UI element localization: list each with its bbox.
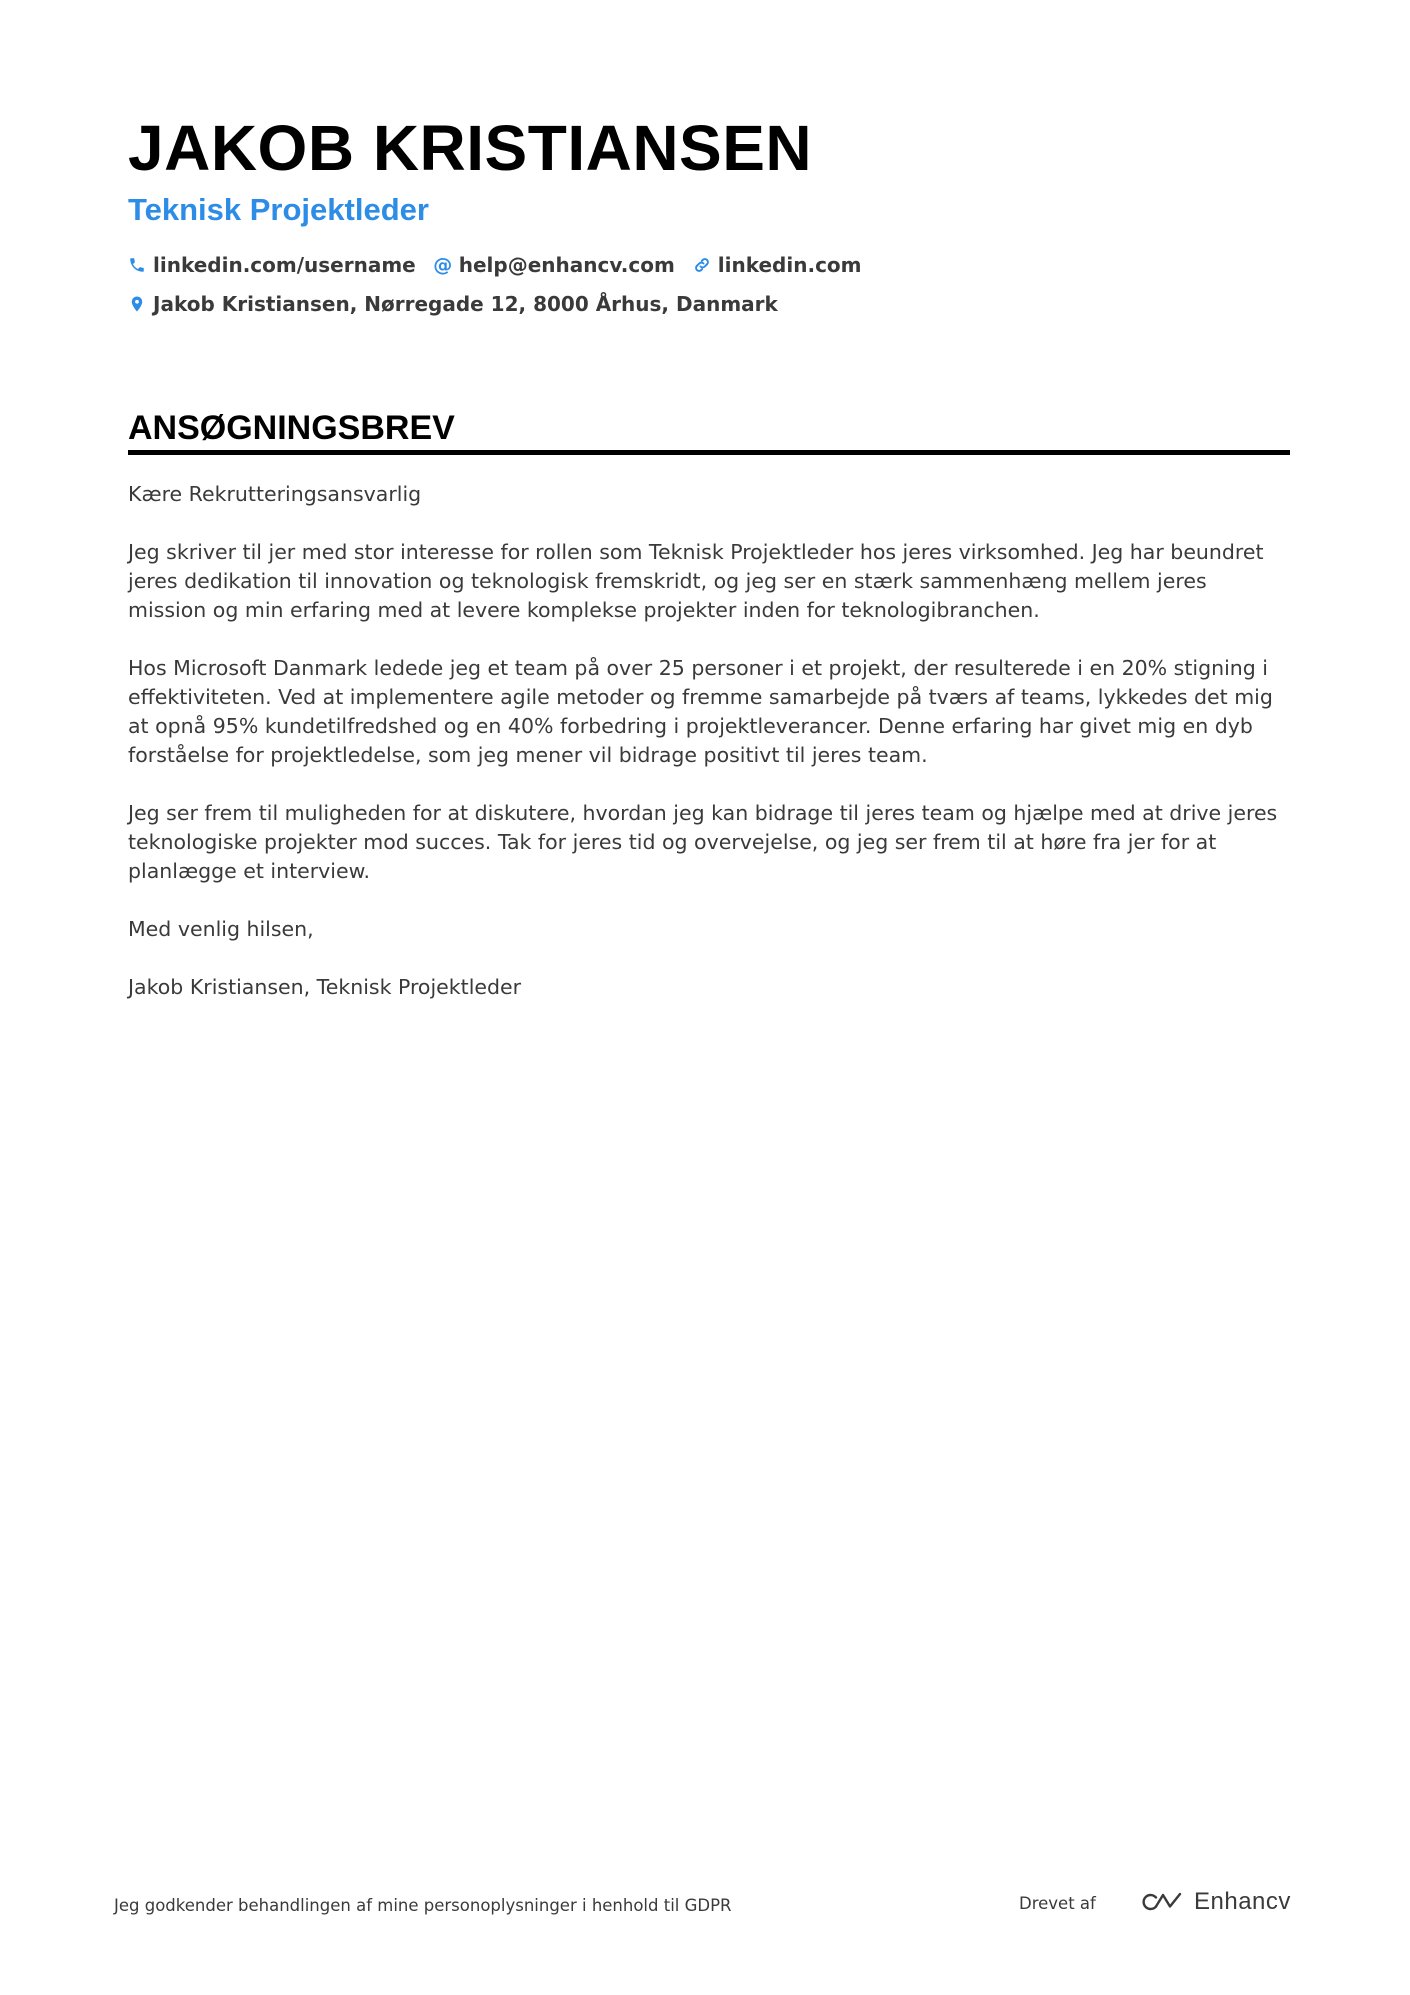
enhancv-logo-icon <box>1138 1890 1184 1914</box>
at-icon: @ <box>433 254 453 276</box>
link-icon <box>693 256 711 274</box>
letter-signature: Jakob Kristiansen, Teknisk Projektleder <box>128 975 522 999</box>
letter-paragraph: Hos Microsoft Danmark ledede jeg et team på over 25 personer i et projekt, der resulterede i en 20% stigning i effektiviteten. Ved at implementere agile metoder og fremme samarbejde på tværs af teams, lykkedes det mig at opnå 95% kundetilfredshed og en 40% forbedring i projektleverancer. Denne erfaring har givet mig en dyb forståelse for projektledelse, som jeg mener vil bidrage positivt til jeres team. <box>128 656 1273 767</box>
powered-by-label: Drevet af <box>1019 1894 1096 1913</box>
location-pin-icon <box>128 295 146 313</box>
applicant-title: Teknisk Projektleder <box>128 192 429 227</box>
section-divider <box>128 450 1290 455</box>
brand-name: Enhancv <box>1194 1888 1291 1915</box>
brand[interactable] <box>1138 1888 1291 1916</box>
section-title: ANSØGNINGSBREV <box>128 409 455 447</box>
letter-closing: Med venlig hilsen, <box>128 917 314 941</box>
contact-address <box>128 292 778 316</box>
phone-icon <box>128 256 146 274</box>
contact-address-text: Jakob Kristiansen, Nørregade 12, 8000 Århus, Danmark <box>153 292 778 316</box>
contact-phone-text: linkedin.com/username <box>153 253 416 277</box>
contact-email-text: help@enhancv.com <box>458 253 675 277</box>
contact-link-text: linkedin.com <box>717 253 862 277</box>
gdpr-consent: Jeg godkender behandlingen af mine personoplysninger i henhold til GDPR <box>114 1896 732 1915</box>
letter-greeting: Kære Rekrutteringsansvarlig <box>128 482 422 506</box>
contact-email[interactable] <box>434 253 675 277</box>
contact-phone[interactable] <box>128 253 416 277</box>
applicant-name: JAKOB KRISTIANSEN <box>128 112 813 184</box>
letter-paragraph: Jeg skriver til jer med stor interesse for rollen som Teknisk Projektleder hos jeres virksomhed. Jeg har beundret jeres dedikation til innovation og teknologisk fremskridt, og jeg ser en stærk sammenhæng mellem jeres mission og min erfaring med at levere komplekse projekter inden for teknologibranchen. <box>128 540 1264 622</box>
letter-body <box>128 480 1290 1031</box>
contact-row <box>128 253 862 277</box>
letter-paragraph: Jeg ser frem til muligheden for at diskutere, hvordan jeg kan bidrage til jeres team og hjælpe med at drive jeres teknologiske projekter mod succes. Tak for jeres tid og overvejelse, og jeg ser frem til at høre fra jer for at planlægge et interview. <box>128 801 1278 883</box>
address-row <box>128 292 778 316</box>
contact-link[interactable] <box>693 253 862 277</box>
